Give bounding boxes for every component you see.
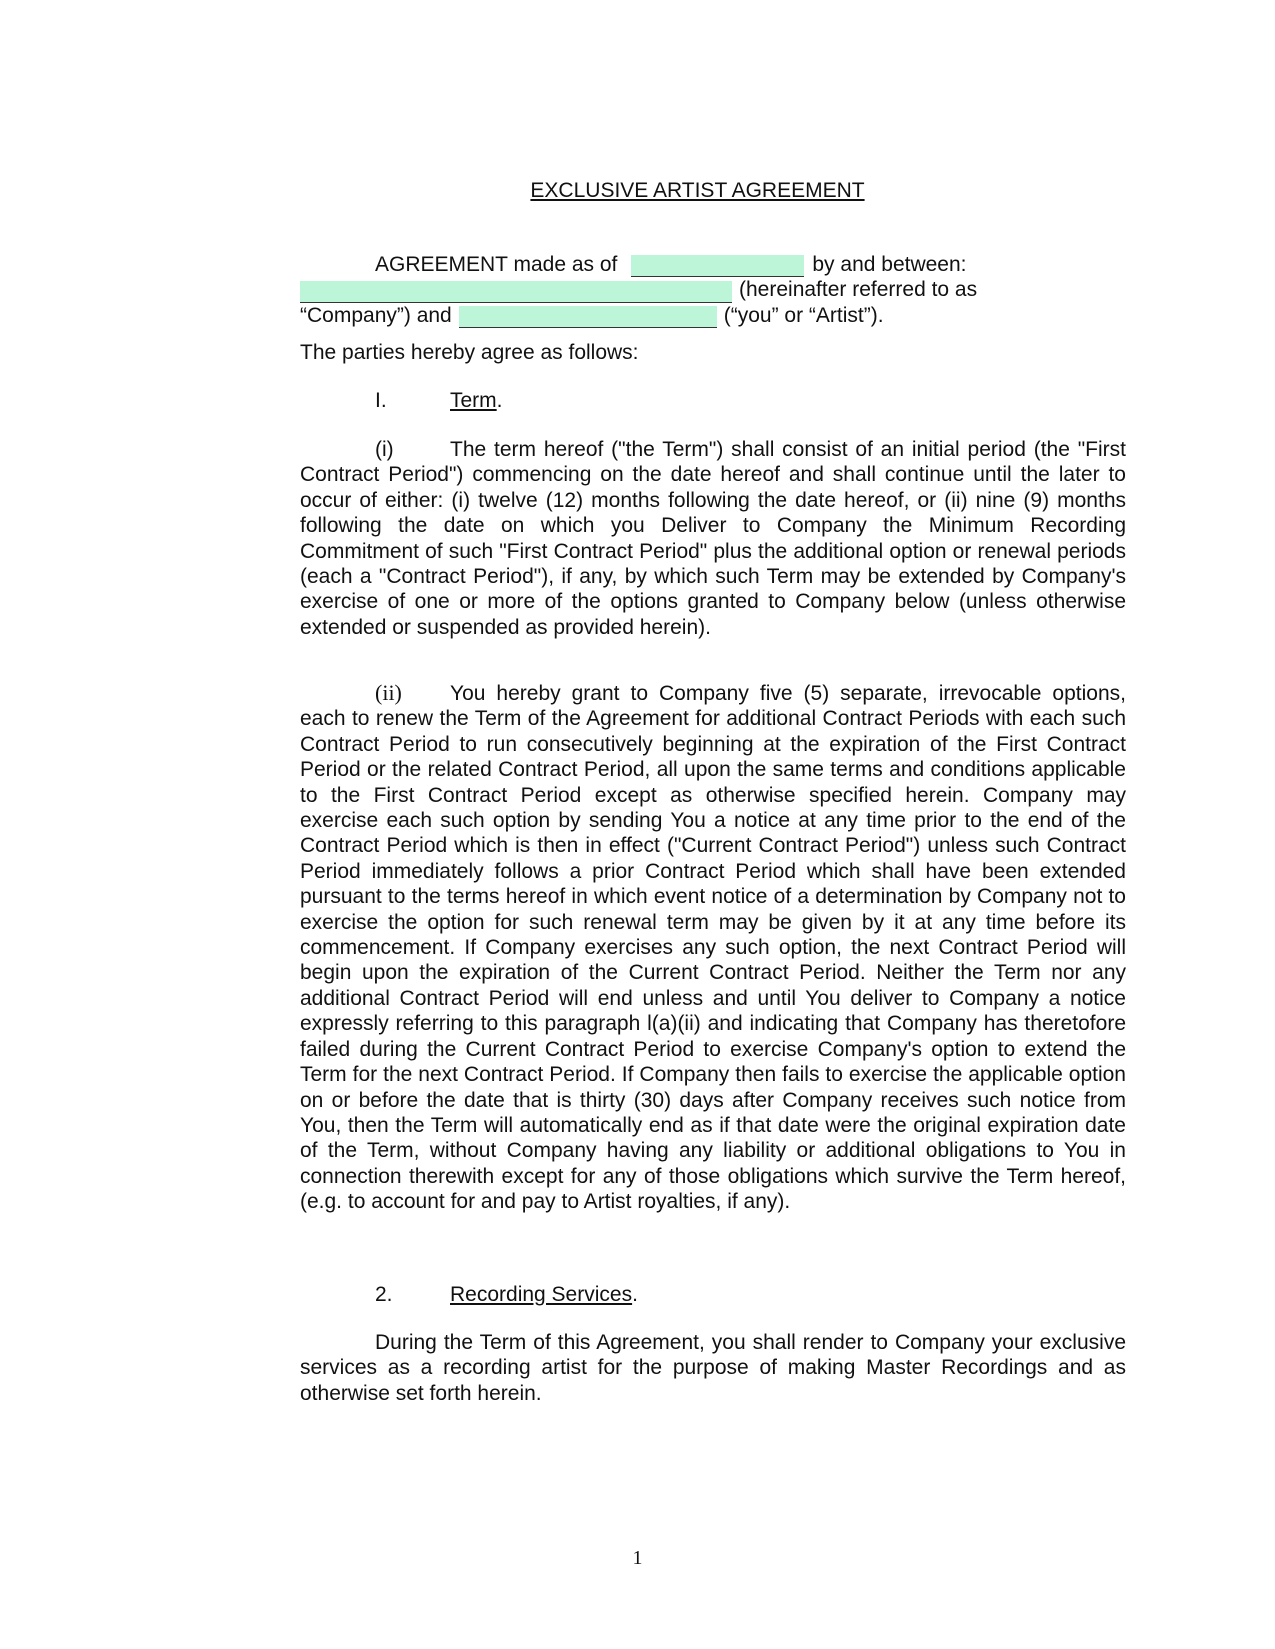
document-title-text: EXCLUSIVE ARTIST AGREEMENT xyxy=(530,179,865,202)
page-number: 1 xyxy=(632,1547,643,1569)
section-2-number: 2. xyxy=(375,1283,393,1306)
section-2-paragraph xyxy=(300,1330,1126,1406)
paragraph-1-i-text: The term hereof ("the Term") shall consist of an initial period (the "First Contract Period") commencing on the date hereof and shall continue until the later to occur of either: (i) twelve (12) months following the date hereof, or (ii) nine (9) months following the date on which you Deliver to Company the Minimum Recording Commitment of such "First Contract Period" plus the additional option or renewal periods (each a "Contract Period"), if any, by which such Term may be extended by Company's exercise of one or more of the options granted to Company below (unless otherwise extended or suspended as provided herein). xyxy=(300,438,1126,639)
date-blank-field[interactable] xyxy=(631,255,804,277)
section-2-title: Recording Services xyxy=(450,1283,633,1306)
preamble-line-1 xyxy=(300,252,1095,277)
preamble-line-2 xyxy=(300,277,1095,302)
paragraph-1-ii xyxy=(300,680,1126,1215)
hereinafter-label: (hereinafter referred to as xyxy=(739,278,978,302)
by-and-between-label: by and between: xyxy=(812,252,967,276)
paragraph-1-i xyxy=(300,437,1126,640)
intro-text: The parties hereby agree as follows: xyxy=(300,341,639,364)
section-2-text: During the Term of this Agreement, you shall render to Company your exclusive services as a recording artist for the purpose of making Master Recordings and as otherwise set forth herein. xyxy=(300,1331,1126,1405)
section-1-heading: I. Term. xyxy=(375,389,503,412)
preamble xyxy=(300,252,1095,328)
artist-name-blank-field[interactable] xyxy=(459,306,717,328)
preamble-line-3 xyxy=(300,303,1095,328)
made-as-of-label: AGREEMENT made as of xyxy=(375,252,618,276)
company-and-label: “Company”) and xyxy=(300,303,452,327)
you-or-artist-label: (“you” or “Artist”). xyxy=(723,303,884,327)
paragraph-1-i-label: (i) xyxy=(375,438,394,461)
section-2-heading: 2. Recording Services. xyxy=(375,1283,638,1306)
section-1-number: I. xyxy=(375,389,387,412)
paragraph-1-ii-label: (ii) xyxy=(375,680,402,705)
company-name-blank-field[interactable] xyxy=(300,281,732,303)
paragraph-1-ii-text: You hereby grant to Company five (5) separate, irrevocable options, each to renew the Term of the Agreement for additional Contract Periods with each such Contract Period to run consecutively beginning at the expiration of the First Contract Period or the related Contract Period, all upon the same terms and conditions applicable to the First Contract Period except as otherwise specified herein. Company may exercise each such option by sending You a notice at any time prior to the end of the Contract Period which is then in effect ("Current Contract Period") unless such Contract Period immediately follows a prior Contract Period which shall have been extended pursuant to the terms hereof in which event notice of a determination by Company not to exercise the option for such renewal term may be given by it at any time before its commencement. If Company exercises any such option, the next Contract Period will begin upon the expiration of the Current Contract Period. Neither the Term nor any additional Contract Period will end unless and until You deliver to Company a notice expressly referring to this paragraph l(a)(ii) and indicating that Company has theretofore failed during the Current Contract Period to exercise Company's option to extend the Term for the next Contract Period. If Company then fails to exercise the applicable option on or before the date that is thirty (30) days after Company receives such notice from You, then the Term will automatically end as if that date were the original expiration date of the Term, without Company having any liability or additional obligations to You in connection therewith except for any of those obligations which survive the Term hereof, (e.g. to account for and pay to Artist royalties, if any). xyxy=(300,682,1126,1214)
section-1-title: Term xyxy=(450,389,497,412)
document-title xyxy=(300,178,1095,204)
